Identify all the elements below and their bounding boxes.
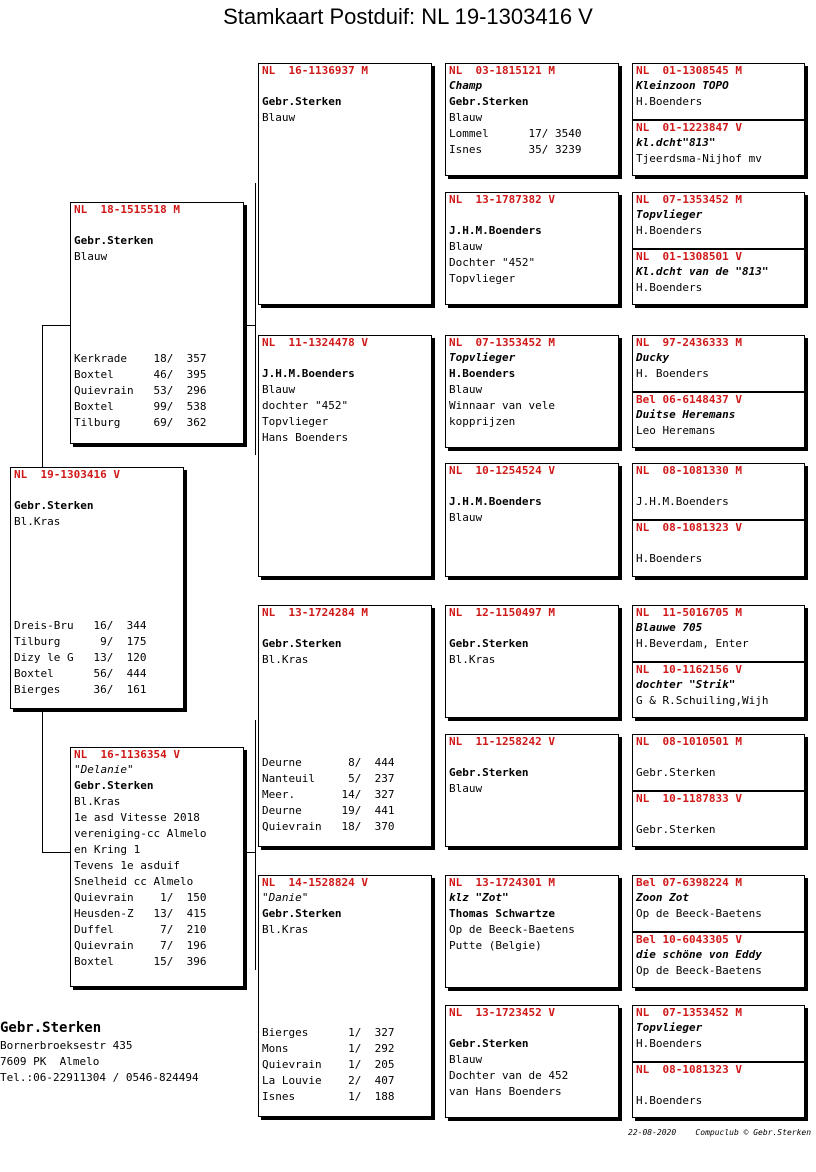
color-text: Blauw [449,511,483,524]
mother-card [70,747,244,987]
owner-name: H.Boenders [636,552,703,565]
pigeon-name: kl.dcht"813" [636,136,716,149]
blank-line [446,207,618,223]
ring-number: NL 18-1515518 M [74,203,180,216]
info-line: Dochter van de 452 [449,1069,569,1082]
info-line: en Kring 1 [74,843,141,856]
result-line: Kerkrade 18/ 357 [74,352,207,365]
color-text: Bl.Kras [14,515,61,528]
owner-name: J.H.M.Boenders [449,224,542,237]
result-line: Deurne 8/ 444 [262,756,395,769]
connector-line [42,325,43,471]
result-line: Dizy le G 13/ 120 [14,651,147,664]
grandparent-card [258,63,432,305]
blank-line [446,620,618,636]
color-text: Blauw [74,250,108,263]
owner-phone: Tel.:06-22911304 / 0546-824494 [0,1071,199,1084]
ancestor-card [632,63,805,120]
owner-name: Gebr.Sterken [449,637,529,650]
result-line: Dreis-Bru 16/ 344 [14,619,147,632]
info-line: Topvlieger [262,415,329,428]
ancestor-card [632,605,805,662]
ancestor-card [632,791,805,847]
info-line: kopprijzen [449,415,516,428]
connector-line [245,325,255,326]
pigeon-name: Ducky [636,351,670,364]
info-line: Dochter "452" [449,256,536,269]
result-line: Deurne 19/ 441 [262,804,395,817]
owner-name: Gebr.Sterken [74,779,154,792]
great-grandparent-card [445,192,619,305]
owner-name: Gebr.Sterken [449,1037,529,1050]
ring-number: NL 03-1815121 M [449,64,555,77]
info-line: Op de Beeck-Baetens [449,923,575,936]
owner-info [0,1018,199,1086]
connector-line [42,710,43,852]
blank-line [446,749,618,765]
result-line: Lommel 17/ 3540 [449,127,582,140]
blank-line [446,478,618,494]
color-text: Blauw [449,782,483,795]
ring-number: NL 13-1724301 M [449,876,555,889]
ancestor-card [632,192,805,249]
owner-name: H.Beverdam, Enter [636,637,749,650]
father-card [70,202,244,444]
owner-city: 7609 PK Almelo [0,1055,100,1068]
info-line: Bl.Kras [74,795,121,808]
result-line: Isnes 1/ 188 [262,1090,395,1103]
ring-number: Bel 07-6398224 M [636,876,742,889]
color-text: Blauw [449,111,483,124]
info-line: dochter "452" [262,399,349,412]
ancestor-card [632,1062,805,1118]
ring-number: NL 10-1162156 V [636,663,742,676]
owner-name: H.Boenders [449,367,516,380]
owner-name: Leo Heremans [636,424,716,437]
connector-line [255,183,256,328]
ancestor-card [632,120,805,176]
owner-name: Gebr.Sterken [0,1020,102,1036]
ring-number: NL 08-1081330 M [636,464,742,477]
result-line: Mons 1/ 292 [262,1042,395,1055]
pigeon-name: Kl.dcht van de "813" [636,265,769,278]
great-grandparent-card [445,335,619,448]
owner-name: H.Boenders [636,281,703,294]
owner-address: Bornerbroeksestr 435 [0,1039,133,1052]
ring-number: Bel 06-6148437 V [636,393,742,406]
ring-number: NL 19-1303416 V [14,468,120,481]
color-text: Bl.Kras [449,653,496,666]
result-line: Bierges 1/ 327 [262,1026,395,1039]
pigeon-name [633,535,804,551]
ancestor-card [632,520,805,577]
ring-number: NL 08-1010501 M [636,735,742,748]
result-line: Tilburg 69/ 362 [74,416,207,429]
ancestor-card [632,392,805,448]
ring-number: NL 08-1081323 V [636,1063,742,1076]
connector-line [245,852,255,853]
ring-number: NL 14-1528824 V [262,876,368,889]
owner-name: Gebr.Sterken [262,637,342,650]
result-line: Quievrain 7/ 196 [74,939,207,952]
pigeon-name: Topvlieger [449,351,516,364]
ring-number: NL 13-1787382 V [449,193,555,206]
owner-name: Gebr.Sterken [74,234,154,247]
ring-number: NL 12-1150497 M [449,606,555,619]
pigeon-name [633,806,804,822]
connector-line [42,852,70,853]
ancestor-card [632,662,805,718]
pigeon-name: klz "Zot" [449,891,509,904]
owner-name: Op de Beeck-Baetens [636,964,762,977]
ring-number: NL 07-1353452 M [636,193,742,206]
ancestor-card [632,335,805,392]
owner-name: Op de Beeck-Baetens [636,907,762,920]
pigeon-name: Kleinzoon TOPO [636,79,729,92]
info-line: Topvlieger [449,272,516,285]
owner-name: G & R.Schuiling,Wijh [636,694,769,707]
owner-name: H.Boenders [636,1037,703,1050]
result-line: Quievrain 1/ 150 [74,891,207,904]
pigeon-name [633,478,804,494]
color-text: Blauw [449,240,483,253]
pigeon-name: die schöne von Eddy [636,948,762,961]
owner-name: H.Boenders [636,1094,703,1107]
result-line: La Louvie 2/ 407 [262,1074,395,1087]
ring-number: NL 01-1308501 V [636,250,742,263]
ancestor-card [632,875,805,932]
owner-name: J.H.M.Boenders [262,367,355,380]
ring-number: NL 13-1723452 V [449,1006,555,1019]
owner-name: Gebr.Sterken [636,766,716,779]
ancestor-card [632,463,805,520]
pigeon-name: Topvlieger [636,1021,703,1034]
ring-number: NL 11-5016705 M [636,606,742,619]
ancestor-card [632,1005,805,1062]
ring-number: NL 07-1353452 M [636,1006,742,1019]
color-text: Bl.Kras [262,923,309,936]
color-text: Bl.Kras [262,653,309,666]
info-line: 1e asd Vitesse 2018 [74,811,200,824]
ring-number: NL 10-1187833 V [636,792,742,805]
ring-number: NL 01-1308545 M [636,64,742,77]
owner-name: J.H.M.Boenders [636,495,729,508]
color-text: Blauw [262,383,296,396]
info-line: Winnaar van vele [449,399,555,412]
info-line: Putte (Belgie) [449,939,542,952]
owner-name: Gebr.Sterken [636,823,716,836]
owner-name: Thomas Schwartze [449,907,555,920]
ring-number: NL 10-1254524 V [449,464,555,477]
owner-name: Gebr.Sterken [262,95,342,108]
ring-number: NL 11-1324478 V [262,336,368,349]
pigeon-name [633,1077,804,1093]
great-grandparent-card [445,734,619,847]
info-line: Tevens 1e asduif [74,859,180,872]
result-line: Boxtel 46/ 395 [74,368,207,381]
owner-name: H.Boenders [636,224,703,237]
grandparent-card [258,335,432,577]
ring-number: NL 01-1223847 V [636,121,742,134]
result-line: Quievrain 53/ 296 [74,384,207,397]
pigeon-name: "Delanie" [74,763,134,776]
pigeon-name: Duitse Heremans [636,408,736,421]
ancestor-card [632,734,805,791]
pigeon-card [10,467,184,709]
pigeon-name: "Danie" [262,891,309,904]
ring-number: NL 13-1724284 M [262,606,368,619]
owner-name: Gebr.Sterken [262,907,342,920]
owner-name: J.H.M.Boenders [449,495,542,508]
great-grandparent-card [445,463,619,577]
owner-name: H.Boenders [636,95,703,108]
info-line: Snelheid cc Almelo [74,875,194,888]
result-line: Duffel 7/ 210 [74,923,207,936]
great-grandparent-card [445,605,619,718]
pigeon-name: Topvlieger [636,208,703,221]
info-line: Hans Boenders [262,431,349,444]
owner-name: Gebr.Sterken [449,766,529,779]
owner-name: Gebr.Sterken [14,499,94,512]
color-text: Blauw [262,111,296,124]
ring-number: NL 16-1136937 M [262,64,368,77]
grandparent-card [258,605,432,847]
result-line: Meer. 14/ 327 [262,788,395,801]
result-line: Tilburg 9/ 175 [14,635,147,648]
pigeon-name: Champ [449,79,483,92]
result-line: Quievrain 18/ 370 [262,820,395,833]
pigeon-name [633,749,804,765]
result-line: Boxtel 15/ 396 [74,955,207,968]
color-text: Blauw [449,1053,483,1066]
footer-text: 22-08-2020 Compuclub © Gebr.Sterken [628,1128,812,1137]
great-grandparent-card [445,1005,619,1118]
ring-number: NL 97-2436333 M [636,336,742,349]
grandparent-card [258,875,432,1117]
result-line: Boxtel 56/ 444 [14,667,147,680]
ring-number: NL 11-1258242 V [449,735,555,748]
connector-line [255,325,256,455]
owner-name: Gebr.Sterken [449,95,529,108]
ring-number: NL 08-1081323 V [636,521,742,534]
ring-number: NL 16-1136354 V [74,748,180,761]
blank-line [446,1020,618,1036]
owner-name: H. Boenders [636,367,709,380]
owner-name: Tjeerdsma-Nijhof mv [636,152,762,165]
result-line: Isnes 35/ 3239 [449,143,582,156]
great-grandparent-card [445,875,619,988]
great-grandparent-card [445,63,619,176]
page-title: Stamkaart Postduif: NL 19-1303416 V [223,4,593,29]
pigeon-name: dochter "Strik" [636,678,736,691]
ancestor-card [632,249,805,305]
ring-number: NL 07-1353452 M [449,336,555,349]
color-text: Blauw [449,383,483,396]
ring-number: Bel 10-6043305 V [636,933,742,946]
result-line: Boxtel 99/ 538 [74,400,207,413]
pigeon-name: Zoon Zot [636,891,689,904]
pigeon-name: Blauwe 705 [636,621,703,634]
info-line: van Hans Boenders [449,1085,562,1098]
result-line: Bierges 36/ 161 [14,683,147,696]
result-line: Nanteuil 5/ 237 [262,772,395,785]
ancestor-card [632,932,805,988]
result-line: Quievrain 1/ 205 [262,1058,395,1071]
connector-line [42,325,70,326]
info-line: vereniging-cc Almelo [74,827,207,840]
result-line: Heusden-Z 13/ 415 [74,907,207,920]
connector-line [255,720,256,970]
